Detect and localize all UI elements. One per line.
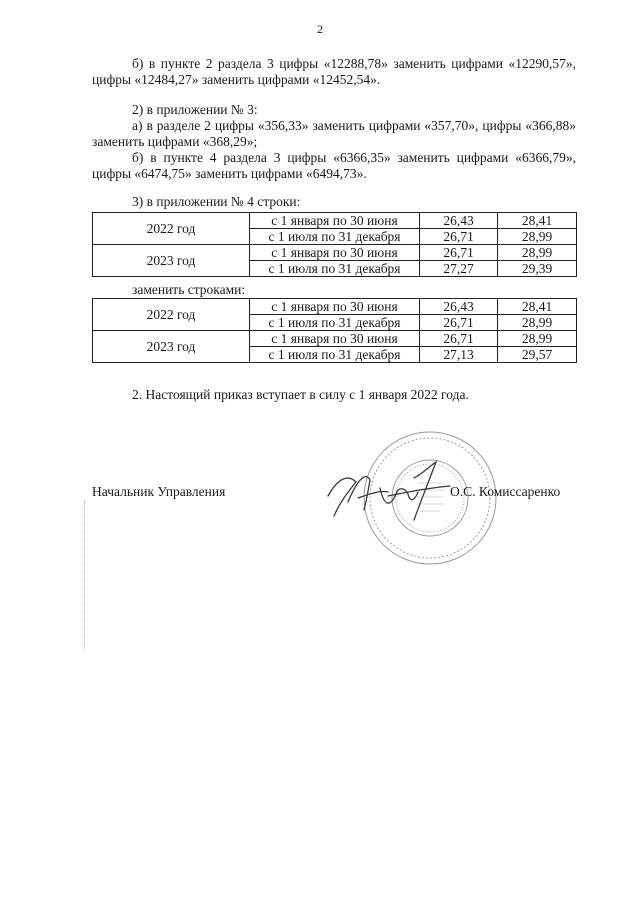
paragraph-b-section3-point4-text: б) в пункте 4 раздела 3 цифры «6366,35» заменить цифрами «6366,79», цифры «6474,75» заменить цифрами «6494,73». [92,150,576,181]
paragraph-b-section3-point4 [92,150,576,182]
value2-cell: 28,99 [498,315,577,331]
signatory-name: О.С. Комиссаренко [450,484,561,499]
year-cell: 2023 год [93,331,250,363]
rates-table-new [92,298,577,363]
replace-label: заменить строками: [132,282,246,297]
year-cell: 2023 год [93,245,250,277]
period-cell: с 1 июля по 31 декабря [250,347,420,363]
period-cell: с 1 июля по 31 декабря [250,261,420,277]
value1-cell: 26,43 [420,299,498,315]
value1-cell: 26,71 [420,331,498,347]
table-row [93,245,577,261]
margin-dots [84,500,87,650]
period-cell: с 1 июля по 31 декабря [250,315,420,331]
value1-cell: 26,71 [420,315,498,331]
rates-table-old [92,212,577,277]
period-cell: с 1 января по 30 июня [250,245,420,261]
value2-cell: 28,41 [498,213,577,229]
value1-cell: 26,71 [420,245,498,261]
value1-cell: 27,13 [420,347,498,363]
value2-cell: 29,57 [498,347,577,363]
table-row [93,331,577,347]
item-2-heading: 2) в приложении № 3: [132,102,258,117]
period-cell: с 1 января по 30 июня [250,299,420,315]
paragraph-a-section2-text: а) в разделе 2 цифры «356,33» заменить цифрами «357,70», цифры «366,88» заменить цифрами «368,29»; [92,118,576,149]
table-row [93,213,577,229]
year-cell: 2022 год [93,213,250,245]
value2-cell: 29,39 [498,261,577,277]
table-row [93,299,577,315]
value2-cell: 28,99 [498,229,577,245]
signatory-position: Начальник Управления [92,484,226,499]
value1-cell: 26,71 [420,229,498,245]
paragraph-b-section3 [92,56,576,88]
value2-cell: 28,99 [498,331,577,347]
period-cell: с 1 января по 30 июня [250,331,420,347]
final-clause: 2. Настоящий приказ вступает в силу с 1 января 2022 года. [132,387,469,402]
value1-cell: 26,43 [420,213,498,229]
value2-cell: 28,41 [498,299,577,315]
page-number: 2 [317,22,323,36]
handwritten-signature [318,458,468,528]
value2-cell: 28,99 [498,245,577,261]
year-cell: 2022 год [93,299,250,331]
item-3-heading: 3) в приложении № 4 строки: [132,194,301,209]
paragraph-a-section2 [92,118,576,150]
period-cell: с 1 июля по 31 декабря [250,229,420,245]
period-cell: с 1 января по 30 июня [250,213,420,229]
paragraph-b-section3-text: б) в пункте 2 раздела 3 цифры «12288,78» заменить цифрами «12290,57», цифры «12484,27» заменить цифрами «12452,54». [92,56,576,87]
value1-cell: 27,27 [420,261,498,277]
